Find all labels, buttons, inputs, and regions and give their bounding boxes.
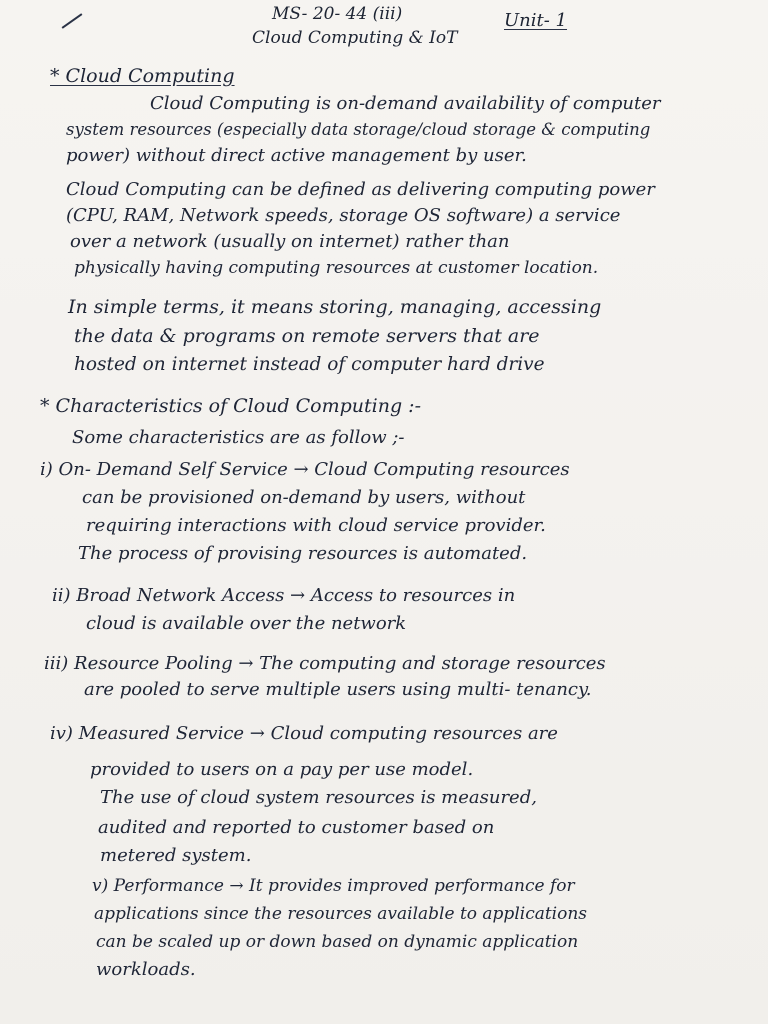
paragraph-line: the data & programs on remote servers that are xyxy=(74,325,540,347)
paragraph-line: hosted on internet instead of computer hard drive xyxy=(74,354,545,375)
list-item-line: iii) Resource Pooling → The computing and storage resources xyxy=(44,653,606,674)
check-mark-icon xyxy=(62,13,83,28)
list-item-line: requiring interactions with cloud service provider. xyxy=(86,515,546,536)
list-item-line: iv) Measured Service → Cloud computing resources are xyxy=(50,723,558,744)
page-title: Cloud Computing & IoT xyxy=(252,28,458,48)
list-item-line: ii) Broad Network Access → Access to resources in xyxy=(52,585,516,606)
list-item-line: The process of provising resources is automated. xyxy=(78,543,528,564)
list-item-line: can be scaled up or down based on dynamic application xyxy=(96,932,579,952)
section-heading-cloud-computing: * Cloud Computing xyxy=(50,65,235,87)
list-item-line: cloud is available over the network xyxy=(86,613,407,634)
paragraph-line: In simple terms, it means storing, managing, accessing xyxy=(68,296,602,318)
paragraph-line: Cloud Computing can be defined as delivering computing power xyxy=(66,179,655,200)
list-item-line: v) Performance → It provides improved performance for xyxy=(92,876,575,896)
paragraph-line: (CPU, RAM, Network speeds, storage OS software) a service xyxy=(66,205,621,226)
list-item-line: applications since the resources available to applications xyxy=(94,904,588,924)
paragraph-line: over a network (usually on internet) rather than xyxy=(70,231,510,252)
paragraph-line: power) without direct active management by user. xyxy=(66,145,527,166)
list-item-line: The use of cloud system resources is measured, xyxy=(100,787,537,808)
paragraph-line: Cloud Computing is on-demand availability of computer xyxy=(150,93,661,114)
list-item-line: can be provisioned on-demand by users, without xyxy=(82,487,526,508)
section-heading-characteristics: * Characteristics of Cloud Computing :- xyxy=(40,395,421,417)
list-item-line: are pooled to serve multiple users using multi- tenancy. xyxy=(84,679,592,700)
list-item-line: workloads. xyxy=(96,959,196,980)
list-item-line: audited and reported to customer based on xyxy=(98,817,495,838)
course-code: MS- 20- 44 (iii) xyxy=(272,4,403,24)
list-item-line: provided to users on a pay per use model. xyxy=(90,759,474,780)
paragraph-line: system resources (especially data storage/cloud storage & computing xyxy=(66,120,651,139)
paragraph-line: physically having computing resources at customer location. xyxy=(74,258,599,278)
intro-line: Some characteristics are as follow ;- xyxy=(72,427,405,448)
unit-label: Unit- 1 xyxy=(504,10,568,31)
list-item-line: i) On- Demand Self Service → Cloud Computing resources xyxy=(40,459,570,480)
list-item-line: metered system. xyxy=(100,845,252,866)
